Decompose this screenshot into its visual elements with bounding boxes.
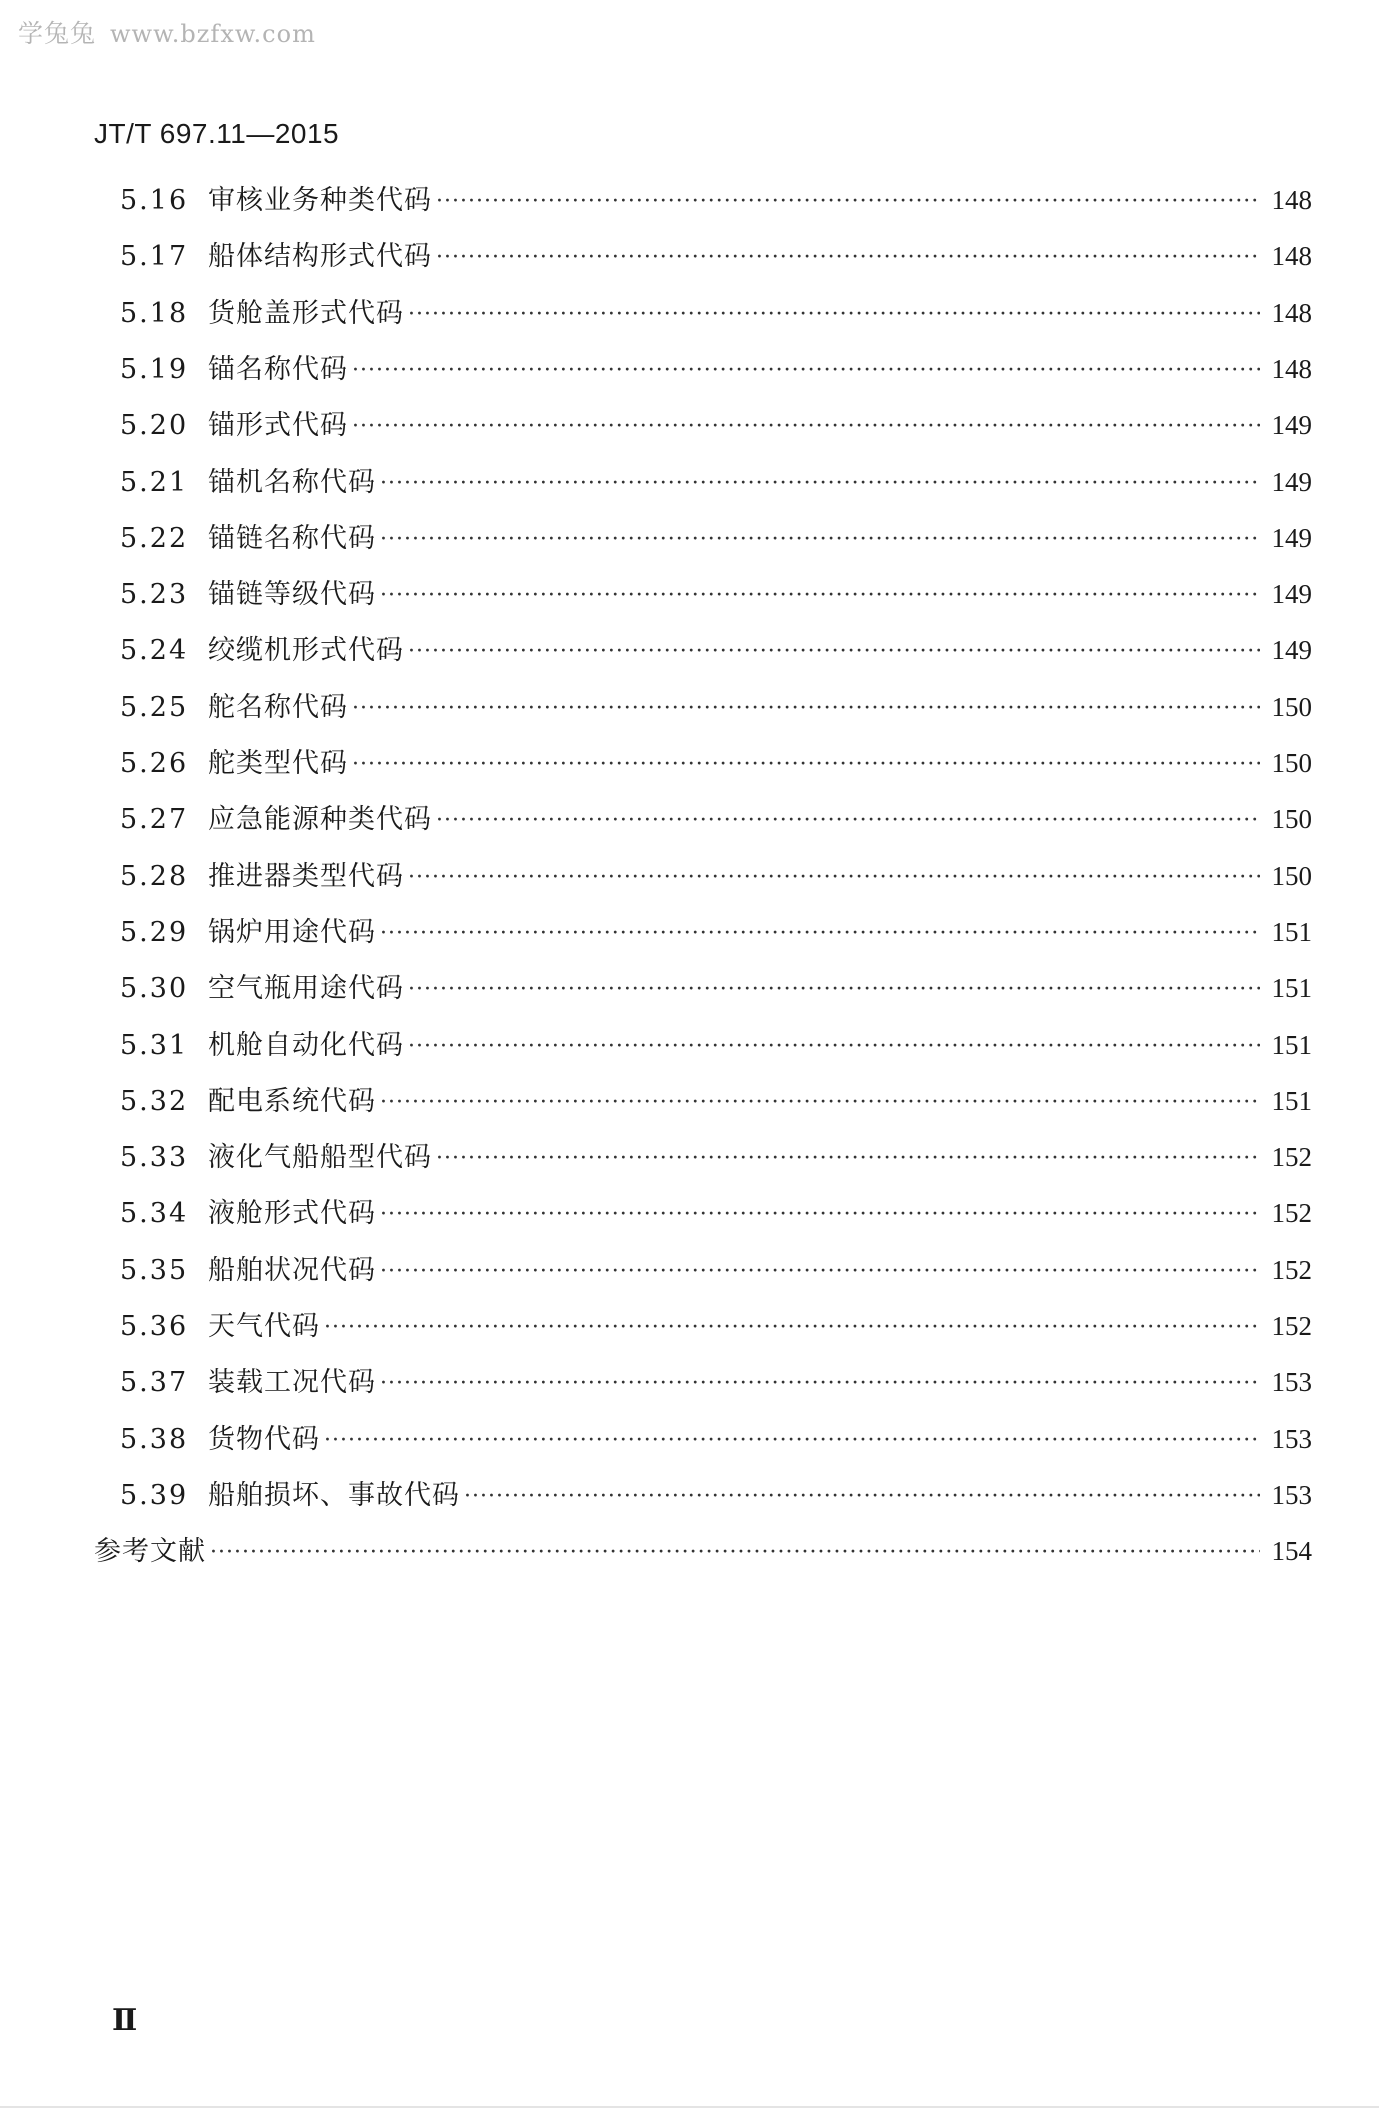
toc-entry-title: 天气代码: [208, 1311, 320, 1342]
toc-entry[interactable]: [120, 1306, 1312, 1346]
toc-entry-number: 5.16: [120, 185, 189, 216]
toc-entry-title: 配电系统代码: [208, 1085, 376, 1117]
toc-entry-number: 5.27: [120, 804, 189, 836]
toc-entry-number: 5.22: [120, 522, 189, 554]
toc-entry[interactable]: [120, 630, 1312, 670]
toc-dot-leader: [436, 1139, 1260, 1179]
toc-entry-number: 5.31: [120, 1029, 189, 1061]
toc-dot-leader: [324, 1308, 1260, 1348]
toc-entry[interactable]: [120, 405, 1312, 445]
toc-dot-leader: [436, 238, 1260, 278]
toc-entry-title: 锅炉用途代码: [208, 916, 376, 948]
toc-entry-page: 151: [1271, 916, 1312, 947]
toc-entry-page: 150: [1271, 860, 1312, 891]
toc-entry-page: 149: [1271, 579, 1312, 610]
toc-entry-title: 船舶状况代码: [208, 1254, 376, 1286]
toc-dot-leader: [324, 1421, 1260, 1461]
toc-entry-title: 参考文献: [94, 1536, 206, 1568]
toc-dot-leader: [380, 520, 1260, 560]
toc-entry-title: 船舶损坏、事故代码: [208, 1479, 460, 1511]
toc-entry-number: 5.33: [120, 1142, 189, 1174]
watermark-site-name: 学兔兔: [18, 19, 97, 48]
toc-entry-title: 推进器类型代码: [208, 860, 404, 892]
toc-entry[interactable]: [120, 236, 1312, 276]
toc-entry-page: 152: [1271, 1142, 1312, 1173]
toc-entry-number: 5.21: [120, 466, 189, 498]
toc-dot-leader: [380, 1083, 1260, 1123]
toc-entry[interactable]: [120, 743, 1312, 783]
toc-dot-leader: [352, 745, 1260, 785]
toc-entry-number: 5.26: [120, 748, 189, 779]
toc-dot-leader: [436, 182, 1260, 222]
watermark-url: www.bzfxw.com: [110, 20, 316, 48]
toc-dot-leader: [210, 1533, 1260, 1573]
toc-dot-leader: [464, 1477, 1260, 1517]
toc-entry-number: 5.24: [120, 635, 189, 667]
toc-entry[interactable]: [120, 293, 1312, 333]
toc-entry-page: 153: [1271, 1367, 1312, 1398]
toc-dot-leader: [352, 689, 1260, 729]
toc-dot-leader: [380, 1252, 1260, 1292]
toc-entry[interactable]: [120, 1137, 1312, 1177]
toc-entry-title: 液化气船船型代码: [208, 1142, 432, 1174]
toc-entry-page: 152: [1271, 1254, 1312, 1285]
toc-entry-number: 5.35: [120, 1254, 189, 1286]
toc-dot-leader: [380, 576, 1260, 616]
toc-entry-number: 5.36: [120, 1311, 189, 1342]
toc-entry[interactable]: [120, 1362, 1312, 1402]
toc-entry-title: 审核业务种类代码: [208, 185, 432, 216]
toc-dot-leader: [408, 970, 1260, 1010]
toc-entry-number: 5.28: [120, 860, 189, 892]
toc-entry[interactable]: [120, 687, 1312, 727]
toc-entry-page: 149: [1271, 410, 1312, 441]
toc-entry[interactable]: [120, 799, 1312, 839]
toc-entry-page: 149: [1271, 635, 1312, 666]
toc-dot-leader: [408, 295, 1260, 335]
toc-entry-number: 5.34: [120, 1198, 189, 1230]
toc-entry-number: 5.37: [120, 1367, 189, 1399]
toc-entry[interactable]: [120, 518, 1312, 558]
toc-entry-title: 空气瓶用途代码: [208, 973, 404, 1005]
page-number: Ⅱ: [112, 2004, 138, 2037]
toc-entry-number: 5.39: [120, 1479, 189, 1511]
toc-entry-page: 153: [1271, 1423, 1312, 1454]
toc-entry-title: 锚链等级代码: [208, 579, 376, 611]
toc-entry-page: 148: [1271, 353, 1312, 384]
toc-entry[interactable]: [120, 462, 1312, 502]
toc-entry-title: 货物代码: [208, 1423, 320, 1455]
toc-entry[interactable]: [120, 349, 1312, 389]
toc-dot-leader: [436, 801, 1260, 841]
standard-code-header: JT/T 697.11—2015: [94, 118, 340, 149]
toc-entry-page: 150: [1271, 748, 1312, 778]
toc-dot-leader: [352, 351, 1260, 391]
toc-entry-number: 5.18: [120, 297, 189, 329]
toc-entry[interactable]: [120, 1419, 1312, 1459]
toc-entry-title: 舵名称代码: [208, 691, 348, 723]
toc-entry-number: 5.30: [120, 973, 189, 1005]
toc-entry-title: 机舱自动化代码: [208, 1029, 404, 1061]
toc-entry-page: 154: [1271, 1536, 1312, 1567]
toc-dot-leader: [352, 407, 1260, 447]
toc-entry-title: 装载工况代码: [208, 1367, 376, 1399]
toc-entry-page: 150: [1271, 691, 1312, 722]
watermark: [18, 14, 316, 50]
toc-entry-number: 5.25: [120, 691, 189, 723]
toc-entry-title: 货舱盖形式代码: [208, 297, 404, 329]
toc-entry[interactable]: [120, 1025, 1312, 1065]
toc-entry-page: 149: [1271, 522, 1312, 553]
toc-entry[interactable]: [120, 180, 1312, 220]
toc-entry-page: 152: [1271, 1198, 1312, 1229]
toc-entry-page: 149: [1271, 466, 1312, 497]
toc-entry-number: 5.19: [120, 353, 189, 385]
toc-entry-title: 液舱形式代码: [208, 1198, 376, 1230]
toc-entry-page: 148: [1271, 297, 1312, 328]
toc-entry-number: 5.23: [120, 579, 189, 611]
toc-entry-page: 153: [1271, 1479, 1312, 1510]
toc-entry-page: 148: [1271, 185, 1312, 215]
toc-dot-leader: [380, 914, 1260, 954]
toc-entry[interactable]: [120, 968, 1312, 1008]
toc-entry[interactable]: [120, 856, 1312, 896]
toc-dot-leader: [380, 464, 1260, 504]
toc-dot-leader: [408, 858, 1260, 898]
toc-entry-number: 5.29: [120, 916, 189, 948]
toc-dot-leader: [408, 632, 1260, 672]
toc-entry-number: 5.17: [120, 241, 189, 273]
toc-entry-number: 5.20: [120, 410, 189, 442]
toc-entry-title: 舵类型代码: [208, 748, 348, 779]
bottom-divider: [0, 2106, 1379, 2108]
toc-entry-page: 151: [1271, 1029, 1312, 1060]
toc-entry[interactable]: [120, 912, 1312, 952]
toc-entry[interactable]: [120, 574, 1312, 614]
toc-dot-leader: [408, 1027, 1260, 1067]
toc-entry-page: 152: [1271, 1311, 1312, 1341]
toc-entry-page: 150: [1271, 804, 1312, 835]
toc-entry-title: 锚链名称代码: [208, 522, 376, 554]
toc-entry-page: 151: [1271, 1085, 1312, 1116]
toc-entry[interactable]: [120, 1081, 1312, 1121]
toc-entry-page: 151: [1271, 973, 1312, 1004]
toc-entry-references[interactable]: [94, 1531, 1312, 1571]
toc-entry[interactable]: [120, 1193, 1312, 1233]
toc-entry-title: 船体结构形式代码: [208, 241, 432, 273]
toc-entry-title: 锚名称代码: [208, 353, 348, 385]
toc-dot-leader: [380, 1195, 1260, 1235]
toc-entry[interactable]: [120, 1250, 1312, 1290]
toc-entry-title: 应急能源种类代码: [208, 804, 432, 836]
toc-entry-title: 绞缆机形式代码: [208, 635, 404, 667]
toc-entry-number: 5.32: [120, 1085, 189, 1117]
toc-entry-title: 锚形式代码: [208, 410, 348, 442]
toc-entry-page: 148: [1271, 241, 1312, 272]
toc-entry[interactable]: [120, 1475, 1312, 1515]
toc-entry-number: 5.38: [120, 1423, 189, 1455]
toc-dot-leader: [380, 1364, 1260, 1404]
toc-entry-title: 锚机名称代码: [208, 466, 376, 498]
